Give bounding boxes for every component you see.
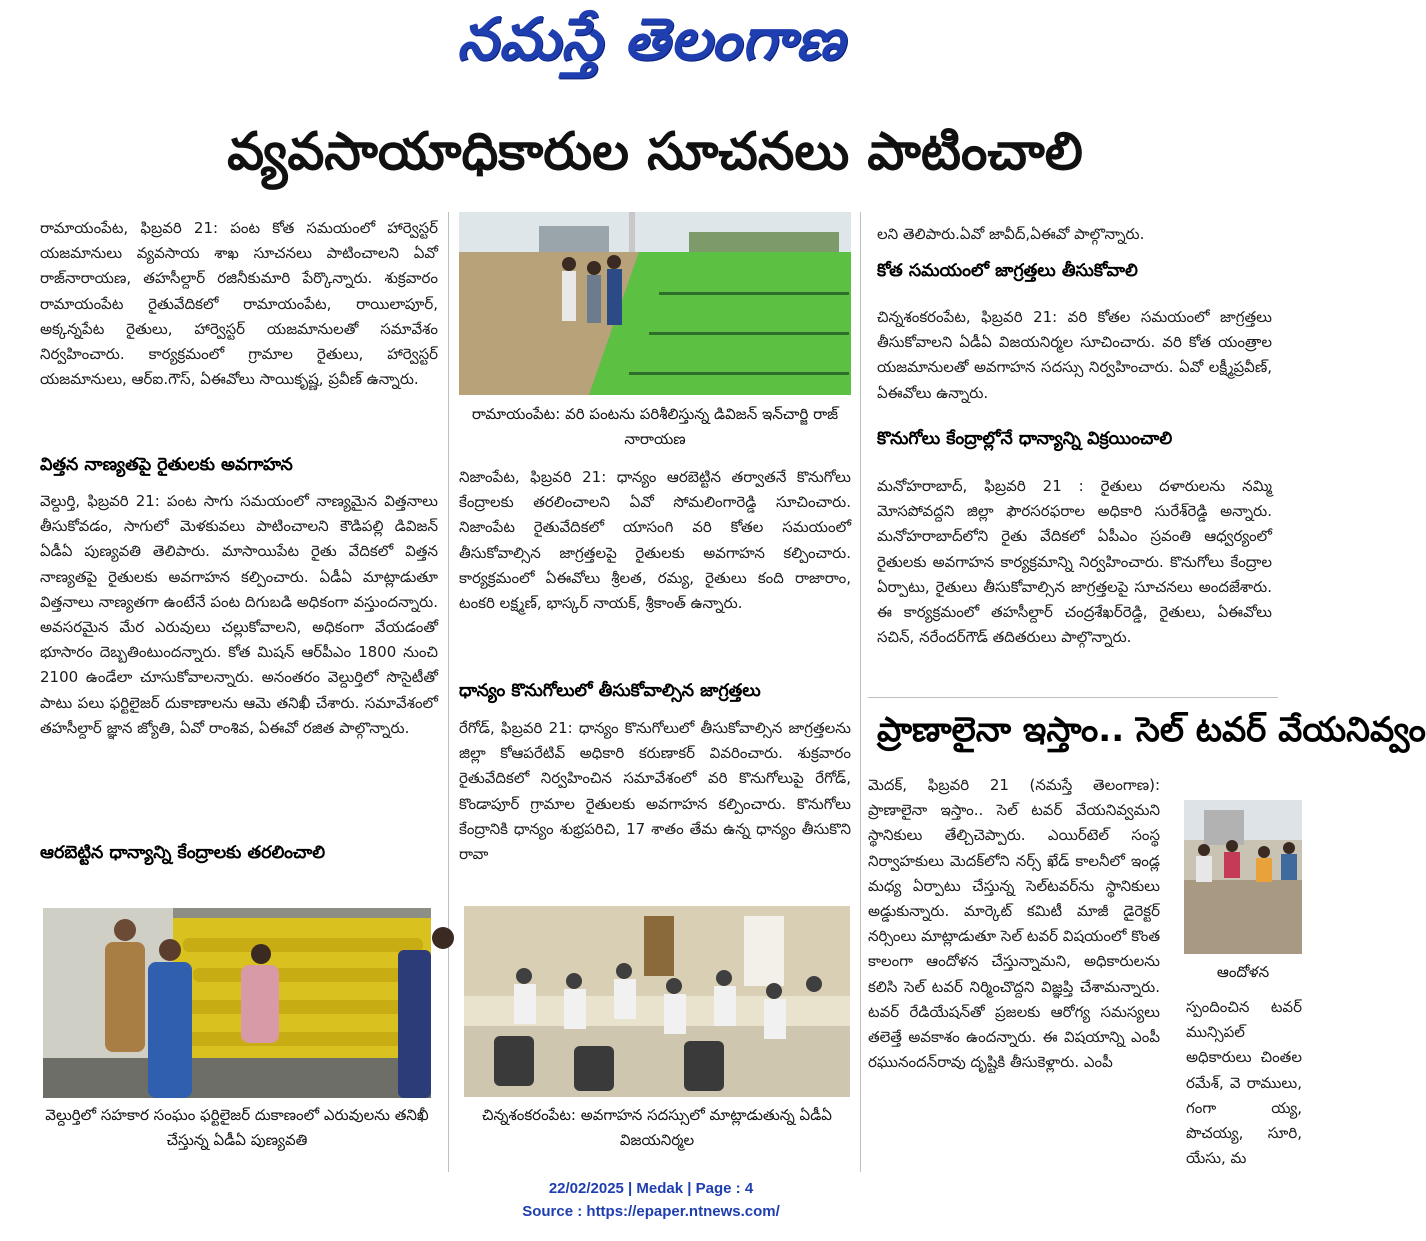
- photo-awareness-meeting: [464, 906, 850, 1097]
- article-paragraph: రామాయంపేట, ఫిబ్రవరి 21: పంట కోత సమయంలో హార్వెస్టర్ యజమానులు వ్యవసాయ శాఖ సూచనలు పాటించాలని ఏవో రాజ్‌నారాయణ, తహసీల్దార్ రజినీకుమారి పేర్కొన్నారు. శుక్రవారం రామాయంపేట రైతువేదికలో రామాయంపేట, రాయిలాపూర్, అక్కన్నపేట రైతులు, హార్వెస్టర్ యజమానులతో సమావేశం నిర్వహించారు. కార్యక్రమంలో గ్రామాల రైతులు, హార్వెస్టర్ యజమానులు, ఆర్ఐ.గౌస్, ఏఈవోలు సాయికృష్ణ, ప్రవీణ్ ఉన్నారు.: [40, 219, 438, 389]
- subheading: కొనుగోలు కేంద్రాల్లోనే ధాన్యాన్ని విక్రయించాలి: [877, 429, 1173, 449]
- column-divider-2: [860, 212, 861, 1172]
- photo-caption: రామాయంపేట: వరి పంటను పరిశీలిస్తున్న డివిజన్ ఇన్‌చార్జి రాజ్ నారాయణ: [471, 405, 839, 448]
- footer-source: Source : https://epaper.ntnews.com/: [522, 1203, 780, 1220]
- article-paragraph: చిన్నశంకరంపేట, ఫిబ్రవరి 21: వరి కోతల సమయంలో జాగ్రత్తలు తీసుకోవాలని ఏడీఏ విజయనిర్మల సూచించారు. వరి కోత యంత్రాల యజమానులతో అవగాహన సదస్సు నిర్వహించారు. ఏవో లక్ష్మీప్రవీణ్, ఏఈవోలు ఉన్నారు.: [877, 308, 1272, 402]
- newspaper-masthead: నమస్తే తెలంగాణ: [457, 5, 845, 73]
- article-paragraph: స్పందించిన టవర్ మున్సిపల్ అధికారులు చింతల రమేశ్, వె రాములు, గంగా య్య, పొచయ్య, సూరి, యేసు, మ: [1186, 998, 1302, 1168]
- article-paragraph: లని తెలిపారు.ఏవో జావీద్,ఏఈవో పాల్గొన్నారు.: [877, 225, 1145, 243]
- subheading: ధాన్యం కొనుగోలులో తీసుకోవాల్సిన జాగ్రత్తలు: [459, 681, 761, 701]
- subheading: కోత సమయంలో జాగ్రత్తలు తీసుకోవాలి: [877, 261, 1138, 281]
- photo-fertilizer-shop: [43, 908, 431, 1098]
- main-headline: వ్యవసాయాధికారుల సూచనలు పాటించాలి: [227, 122, 1083, 182]
- article-paragraph: వెల్దుర్తి, ఫిబ్రవరి 21: పంట సాగు సమయంలో నాణ్యమైన విత్తనాలు తీసుకోవడం, సాగులో మెళకువలు పాటించాలని కౌడిపల్లి డివిజన్ ఏడీఏ పుణ్యవతి తెలిపారు. మాసాయిపేట రైతు వేదికలో విత్తన నాణ్యతపై రైతులకు అవగాహన కల్పించారు. ఏడీఏ మాట్లాడుతూ విత్తనాలు నాణ్యతగా ఉంటేనే పంట దిగుబడి అధికంగా వస్తుందన్నారు. అవసరమైన మేర ఎరువులు చల్లుకోవాలని, అధికంగా వేయడంతో భూసారం దెబ్బతింటుందన్నారు. కోత మిషన్ ఆర్‌పీఎం 1800 నుంచి 2100 ఉండేలా చూసుకోవాలన్నారు. అనంతరం వెల్దుర్తిలో సొసైటీతో పాటు పలు ఫర్టిలైజర్ దుకాణాలను ఆమె తనిఖీ చేశారు. సమావేశంలో తహసీల్దార్ జ్ఞాన జ్యోతి, ఏవో రాంశివ, ఏఈవో రజిత పాల్గొన్నారు.: [40, 492, 438, 737]
- column-divider-1: [448, 212, 449, 1172]
- photo-protest: [1184, 800, 1302, 954]
- story-headline: ప్రాణాలైనా ఇస్తాం.. సెల్ టవర్ వేయనివ్వం: [877, 710, 1426, 750]
- subheading: విత్తన నాణ్యతపై రైతులకు అవగాహన: [40, 455, 293, 475]
- subheading: ఆరబెట్టిన ధాన్యాన్ని కేంద్రాలకు తరలించాలి: [40, 843, 326, 863]
- photo-caption: ఆందోళన: [1216, 963, 1270, 981]
- article-paragraph: మెదక్, ఫిబ్రవరి 21 (నమస్తే తెలంగాణ): ప్రాణాలైనా ఇస్తాం.. సెల్ టవర్ వేయనివ్వమని స్థానికులు తేల్చిచెప్పారు. ఎయిర్‌టెల్ సంస్థ నిర్వాహకులు మెదక్‌లోని నర్స్ ఖేడ్ కాలనీలో ఇండ్ల మధ్య ఏర్పాటు చేస్తున్న సెల్‌టవర్‌ను స్థానికులు అడ్డుకున్నారు. మార్కెట్ కమిటీ మాజీ డైరెక్టర్ నర్సింలు మాట్లాడుతూ సెల్ టవర్ విషయంలో కొంత కాలంగా ఆందోళన చేస్తున్నామని, అధికారులను కలిసి సెల్ టవర్ నిర్మించొద్దని విజ్ఞప్తి చేశామన్నారు. టవర్ రేడియేషన్‌తో ప్రజలకు ఆరోగ్య సమస్యలు తలెత్తే అవకాశం ఉందన్నారు. ఈ విషయాన్ని ఎంపీ రఘునందన్‌రావు దృష్టికి తీసుకెళ్లారు. ఎంపీ: [868, 776, 1160, 1072]
- article-paragraph: నిజాంపేట, ఫిబ్రవరి 21: ధాన్యం ఆరబెట్టిన తర్వాతనే కొనుగోలు కేంద్రాలకు తరలించాలని ఏవో సోమలింగారెడ్డి సూచించారు. నిజాంపేట రైతువేదికలో యాసంగి వరి కోతల సమయంలో తీసుకోవాల్సిన జాగ్రత్తలపై రైతులకు అవగాహన కల్పించారు. కార్యక్రమంలో ఏఈవోలు శ్రీలత, రమ్య, రైతులు కంది రాజారాం, టంకరి లక్ష్మణ్, భాస్కర్ నాయక్, శ్రీకాంత్ ఉన్నారు.: [459, 468, 851, 613]
- footer-edition-info: 22/02/2025 | Medak | Page : 4: [548, 1180, 754, 1197]
- photo-caption: వెల్దుర్తిలో సహకార సంఘం ఫర్టిలైజర్ దుకాణంలో ఎరువులను తనిఖీ చేస్తున్న ఏడీఏ పుణ్యవతి: [45, 1106, 429, 1149]
- article-paragraph: రేగోడ్, ఫిబ్రవరి 21: ధాన్యం కొనుగోలులో తీసుకోవాల్సిన జాగ్రత్తలను జిల్లా కోఆపరేటివ్ అధికారి కరుణాకర్ వివరించారు. శుక్రవారం రైతువేదికలో నిర్వహించిన సమావేశంలో వరి కొనుగోలుపై రేగోడ్, కొండాపూర్ గ్రామాల రైతులకు అవగాహన కల్పించారు. కొనుగోలు కేంద్రానికి ధాన్యం శుభ్రపరిచి, 17 శాతం తేమ ఉన్న ధాన్యం తీసుకొని రావా: [459, 719, 851, 864]
- article-paragraph: మనోహరాబాద్, ఫిబ్రవరి 21 : రైతులు దళారులను నమ్మి మోసపోవద్దని జిల్లా ఫౌరసరఫరాల అధికారి సురేశ్‌రెడ్డి అన్నారు. మనోహరాబాద్‌లోని రైతు వేదికలో ఏపీఎం స్రవంతి ఆధ్వర్యంలో రైతులకు అవగాహన కార్యక్రమాన్ని నిర్వహించారు. కొనుగోలు కేంద్రాల ఏర్పాటు, రైతులు తీసుకోవాల్సిన జాగ్రత్తలపై సూచనలు అందజేశారు. ఈ కార్యక్రమంలో తహసీల్దార్ చంద్రశేఖర్‌రెడ్డి, రైతులు, ఏఈవోలు సచిన్, నరేందర్‌గౌడ్ తదితరులు పాల్గొన్నారు.: [877, 477, 1272, 647]
- story-divider: [868, 697, 1278, 698]
- photo-paddy-field: [459, 212, 851, 395]
- photo-caption: చిన్నశంకరంపేట: అవగాహన సదస్సులో మాట్లాడుతున్న ఏడీఏ విజయనిర్మల: [482, 1106, 832, 1149]
